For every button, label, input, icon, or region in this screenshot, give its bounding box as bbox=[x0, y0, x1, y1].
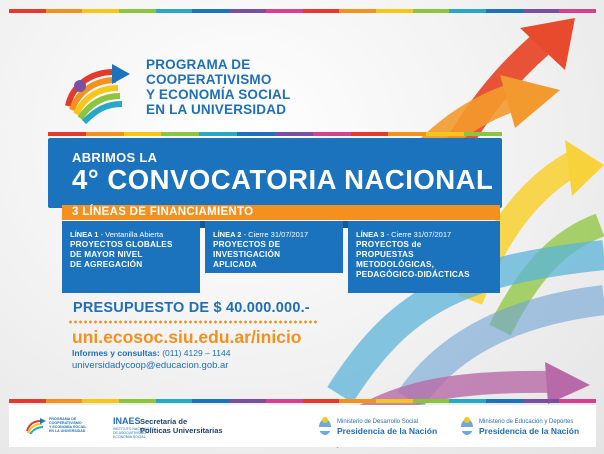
linea-3-body-line: PROYECTOS de bbox=[356, 240, 422, 249]
ministerio-educacion-presidencia: Presidencia de la Nación bbox=[479, 426, 580, 436]
program-title-line: PROGRAMA DE bbox=[146, 57, 251, 72]
bottom-stripe bbox=[9, 399, 596, 403]
headline-kicker: ABRIMOS LA bbox=[72, 150, 158, 165]
program-logo bbox=[62, 62, 142, 124]
linea-3-number: LÍNEA 3 bbox=[356, 230, 385, 239]
inaes-subtitle: INSTITUTO NACIONAL DE ASOCIATIVISMO Y ECONOMÍA SOCIAL bbox=[113, 427, 151, 439]
footer-program-name bbox=[49, 417, 87, 433]
footer-program-line: EN LA UNIVERSIDAD bbox=[49, 429, 86, 433]
linea-2-head bbox=[213, 230, 343, 239]
arrow-orange-head bbox=[500, 75, 560, 128]
website-link[interactable]: uni.ecosoc.siu.edu.ar/inicio bbox=[72, 327, 302, 347]
footer-program-line: COOPERATIVISMO bbox=[49, 421, 82, 425]
footer-program-line: PROGRAMA DE bbox=[49, 417, 77, 421]
footer-program-line: Y ECONOMÍA SOCIAL bbox=[49, 425, 87, 429]
arrow-yellow-head bbox=[565, 140, 604, 196]
budget-text: PRESUPUESTO DE $ 40.000.000.- bbox=[73, 300, 310, 316]
linea-1-status: - Ventanilla Abierta bbox=[98, 230, 164, 239]
ministerio-educacion bbox=[479, 418, 579, 436]
lineas-label: 3 LÍNEAS DE FINANCIAMIENTO bbox=[72, 206, 254, 218]
ministerio-desarrollo-presidencia: Presidencia de la Nación bbox=[337, 426, 438, 436]
linea-2-body-line: PROYECTOS DE bbox=[213, 240, 281, 249]
linea-1-number: LÍNEA 1 bbox=[70, 230, 99, 239]
national-shield-icon bbox=[459, 416, 475, 436]
linea-2-status: - Cierre 31/07/2017 bbox=[241, 230, 309, 239]
contact-email[interactable]: universidadycoop@educacion.gob.ar bbox=[72, 360, 229, 371]
linea-3-body-line: METODOLÓGICAS, bbox=[356, 260, 435, 269]
headline-title: 4° CONVOCATORIA NACIONAL bbox=[72, 164, 494, 195]
linea-1-card bbox=[62, 221, 200, 293]
linea-1-head bbox=[70, 230, 200, 239]
top-stripe bbox=[9, 9, 596, 13]
linea-2-body-line: APLICADA bbox=[213, 260, 257, 269]
linea-2-card bbox=[205, 221, 343, 273]
linea-3-status: - Cierre 31/07/2017 bbox=[384, 230, 452, 239]
linea-1-body-line: PROYECTOS GLOBALES bbox=[70, 240, 173, 249]
linea-3-card bbox=[348, 221, 500, 293]
ministerio-desarrollo-name: Ministerio de Desarrollo Social bbox=[337, 419, 419, 425]
inaes-logo: INAES bbox=[113, 416, 141, 426]
linea-3-head bbox=[356, 230, 500, 239]
mid-stripe bbox=[48, 132, 502, 136]
ministerio-educacion-name: Ministerio de Educación y Deportes bbox=[479, 419, 574, 425]
linea-2-body-line: INVESTIGACIÓN bbox=[213, 250, 281, 259]
linea-1-body-line: DE MAYOR NIVEL bbox=[70, 250, 143, 259]
linea-1-body-line: DE AGREGACIÓN bbox=[70, 260, 143, 269]
secretaria-line: Políticas Universitarias bbox=[140, 426, 223, 435]
program-title-line: Y ECONOMÍA SOCIAL bbox=[146, 87, 291, 102]
contact-label: Informes y consultas: bbox=[72, 348, 160, 358]
linea-1-body bbox=[70, 240, 200, 270]
linea-3-body bbox=[356, 240, 500, 280]
national-shield-icon bbox=[317, 416, 333, 436]
program-logo-small bbox=[25, 418, 47, 434]
program-title bbox=[146, 57, 346, 117]
linea-2-body bbox=[213, 240, 343, 270]
arrow-purple-head bbox=[545, 362, 590, 404]
linea-2-number: LÍNEA 2 bbox=[213, 230, 242, 239]
linea-3-body-line: PROPUESTAS bbox=[356, 250, 414, 259]
linea-3-body-line: PEDAGÓGICO-DIDÁCTICAS bbox=[356, 270, 470, 279]
dotted-divider bbox=[68, 320, 318, 324]
ministerio-desarrollo bbox=[337, 418, 437, 436]
contact-phone-line bbox=[72, 348, 230, 358]
footer-logos bbox=[9, 405, 596, 447]
program-title-line: COOPERATIVISMO bbox=[146, 72, 272, 87]
secretaria-label bbox=[140, 417, 223, 435]
program-title-line: EN LA UNIVERSIDAD bbox=[146, 102, 287, 117]
contact-phone: (011) 4129 – 1144 bbox=[159, 348, 231, 358]
secretaria-line: Secretaría de bbox=[140, 417, 188, 426]
